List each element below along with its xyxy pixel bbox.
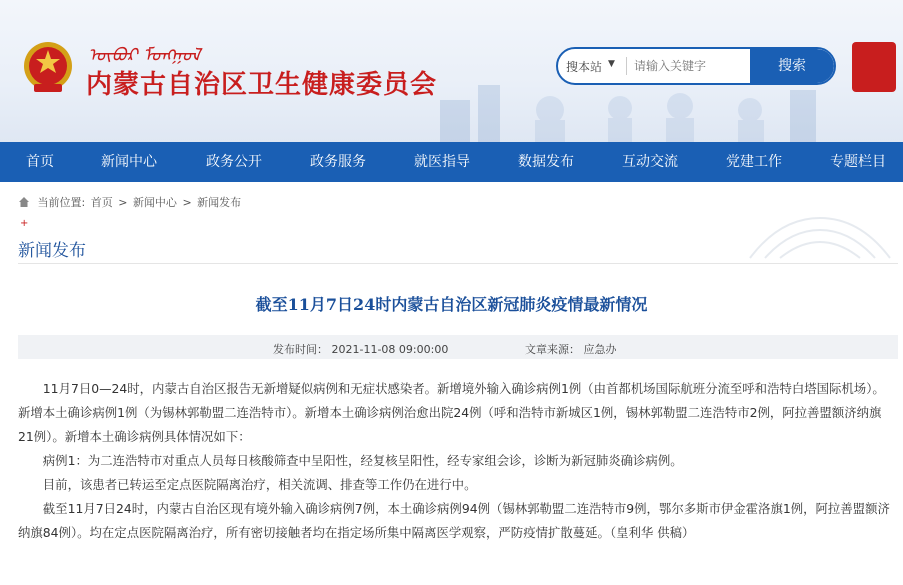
search-box (556, 47, 836, 85)
article-paragraph: 病例1：为二连浩特市对重点人员每日核酸筛查中呈阳性，经复核呈阳性，经专家组会诊，诊断为新冠肺炎确诊病例。 (42, 453, 683, 468)
section-divider (18, 263, 898, 264)
search-scope-select[interactable]: 搜本站 (566, 60, 603, 74)
main-nav (0, 142, 903, 182)
home-icon (18, 196, 30, 208)
site-title[interactable]: 内蒙古自治区卫生健康委员会 (86, 70, 438, 100)
nav-item-special-topics[interactable]: 专题栏目 (830, 154, 886, 170)
source-label: 文章来源： (525, 343, 580, 356)
search-divider (626, 57, 627, 75)
section-marker: + (20, 218, 29, 229)
breadcrumb-label: 当前位置: (37, 196, 86, 209)
nav-item-home[interactable]: 首页 (26, 154, 54, 170)
seal-logo (852, 42, 896, 92)
source-value: 应急办 (583, 343, 617, 356)
article-meta-bar (18, 335, 898, 359)
breadcrumb-news-center-link[interactable]: 新闻中心 (132, 196, 177, 209)
article-paragraph: 11月7日0—24时，内蒙古自治区报告无新增疑似病例和无症状感染者。新增境外输入确诊病例1例（由首都机场国际航班分流至呼和浩特白塔国际机场）。新增本土确诊病例1例（为锡林郭勒盟二连浩特市）。新增本土确诊病例治愈出院24例（呼和浩特市新城区1例，锡林郭勒盟二连浩特市2例，阿拉善盟额济纳旗21例）。新增本土确诊病例具体情况如下： (18, 381, 885, 444)
publish-time (273, 341, 448, 357)
article-paragraph: 目前，该患者已转运至定点医院隔离治疗，相关流调、排查等工作仍在进行中。 (42, 477, 477, 492)
publish-time-label: 发布时间： (273, 343, 328, 356)
breadcrumb-separator: > (118, 196, 128, 209)
mongolian-script-title: ᠦᠪᠦᠷ ᠮᠣᠩᠭᠣᠯ (88, 45, 201, 66)
article-body (18, 377, 892, 545)
site-header (0, 0, 903, 142)
search-input[interactable] (634, 54, 754, 78)
article-source (525, 341, 617, 357)
article-title: 截至11月7日24时内蒙古自治区新冠肺炎疫情最新情况 (255, 295, 648, 314)
breadcrumb-home-link[interactable]: 首页 (90, 196, 113, 209)
chevron-down-icon[interactable]: ▼ (608, 59, 615, 69)
nav-item-news-center[interactable]: 新闻中心 (101, 154, 157, 170)
breadcrumb (18, 194, 243, 210)
national-emblem-icon[interactable] (22, 40, 74, 96)
nav-item-government-affairs[interactable]: 政务公开 (206, 154, 262, 170)
search-button[interactable]: 搜索 (750, 49, 834, 83)
nav-item-data-release[interactable]: 数据发布 (518, 154, 574, 170)
nav-item-interaction[interactable]: 互动交流 (622, 154, 678, 170)
nav-item-government-services[interactable]: 政务服务 (310, 154, 366, 170)
nav-item-medical-guidance[interactable]: 就医指导 (414, 154, 470, 170)
article-paragraph: 截至11月7日24时，内蒙古自治区现有境外输入确诊病例7例，本土确诊病例94例（锡林郭勒盟二连浩特市9例，鄂尔多斯市伊金霍洛旗1例，阿拉善盟额济纳旗84例）。均在定点医院隔离治疗，所有密切接触者均在指定场所集中隔离医学观察，严防疫情扩散蔓延。（皇利华 供稿） (18, 501, 890, 540)
section-title: 新闻发布 (18, 241, 86, 261)
pattern-decoration (740, 208, 900, 264)
nav-item-party-building[interactable]: 党建工作 (726, 154, 782, 170)
breadcrumb-separator: > (182, 196, 192, 209)
breadcrumb-news-release-link[interactable]: 新闻发布 (197, 196, 242, 209)
publish-time-value: 2021-11-08 09:00:00 (331, 343, 449, 356)
